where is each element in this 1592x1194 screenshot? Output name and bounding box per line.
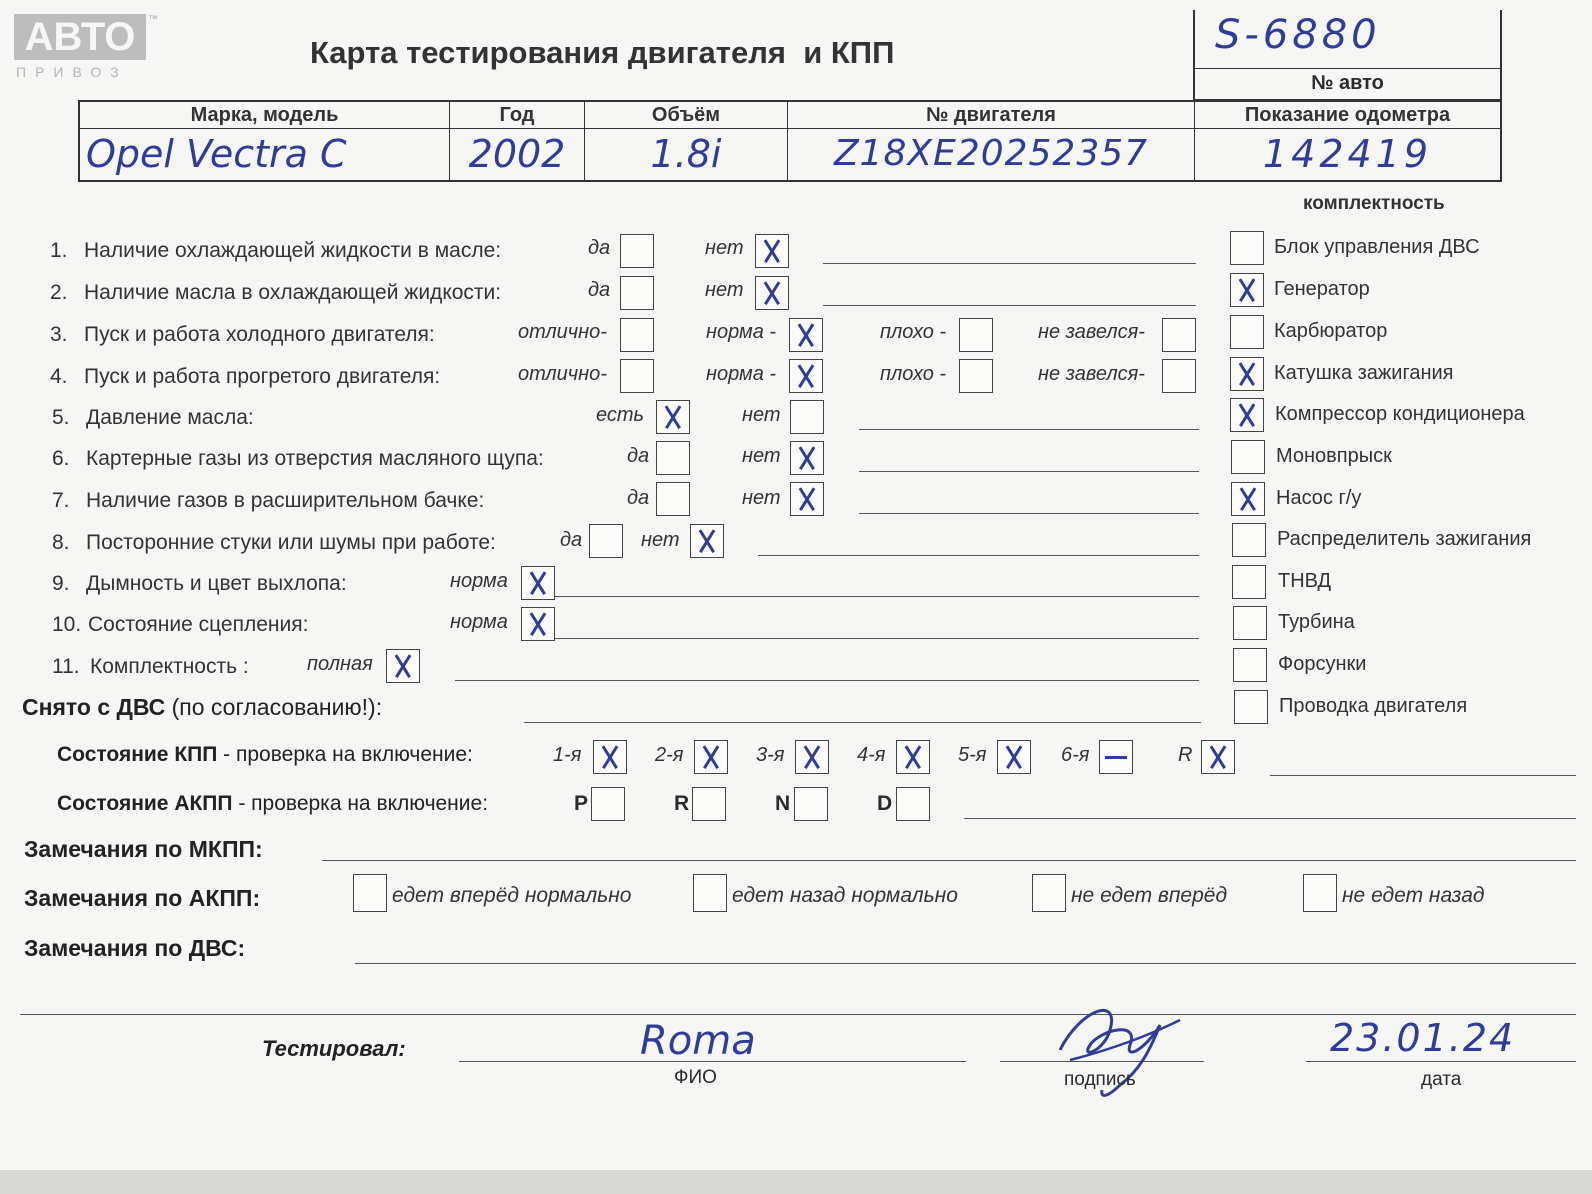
removed-line	[524, 722, 1201, 723]
gear-label: 1-я	[553, 744, 582, 766]
name-caption: ФИО	[674, 1067, 717, 1088]
signature-image	[1050, 990, 1190, 1110]
checkbox[interactable]	[620, 276, 654, 310]
checkbox[interactable]	[1162, 359, 1196, 393]
item-number: 11.	[52, 655, 80, 678]
removed-from-engine	[22, 694, 382, 721]
akpp-remark-checkbox[interactable]	[1303, 874, 1337, 912]
remarks-dvs-line-2	[20, 1014, 1576, 1015]
remarks-dvs-label: Замечания по ДВС:	[24, 935, 246, 961]
checkbox-checked[interactable]	[790, 441, 824, 475]
checkbox[interactable]	[620, 318, 654, 352]
option-label: полная	[307, 653, 373, 675]
signature-caption: подпись	[1064, 1069, 1136, 1090]
item-label: Состояние сцепления:	[88, 613, 309, 636]
option-label: плохо -	[880, 321, 947, 343]
completeness-item-label: Проводка двигателя	[1279, 695, 1468, 717]
akpp-mode-label: N	[775, 792, 791, 815]
item-label: Наличие газов в расширительном бачке:	[86, 489, 485, 512]
item-label: Комплектность :	[90, 655, 249, 678]
item-number: 1.	[50, 239, 68, 262]
gear-checkbox[interactable]	[997, 740, 1031, 774]
checkbox[interactable]	[790, 400, 824, 434]
kpp-suffix: - проверка на включение:	[217, 743, 473, 766]
completeness-checkbox-checked[interactable]	[1230, 398, 1264, 432]
akpp-mode-label: R	[674, 792, 690, 815]
remarks-mkpp-label: Замечания по МКПП:	[24, 836, 263, 862]
gear-checkbox[interactable]	[593, 740, 627, 774]
item-label: Пуск и работа холодного двигателя:	[84, 323, 435, 346]
checkbox-checked[interactable]	[521, 566, 555, 600]
akpp-remark-checkbox[interactable]	[1032, 874, 1066, 912]
logo	[14, 14, 158, 84]
remark-line	[859, 429, 1199, 430]
tested-by-label: Тестировал:	[262, 1036, 406, 1061]
logo-sub: ПРИВОЗ	[16, 64, 128, 80]
option-label: нет	[641, 529, 680, 551]
remark-line	[555, 638, 1199, 639]
item-label: Картерные газы из отверстия масляного щупа:	[86, 447, 544, 470]
header-value-model: Opel Vectra C	[86, 132, 347, 176]
checkbox-checked[interactable]	[790, 482, 824, 516]
option-label: отлично-	[518, 321, 607, 343]
header-cell-engine-number	[788, 102, 1195, 180]
gear-checkbox[interactable]	[896, 740, 930, 774]
gear-checkbox-dash[interactable]	[1099, 740, 1133, 774]
header-label-year: Год	[450, 102, 584, 129]
completeness-checkbox[interactable]	[1231, 440, 1265, 474]
scan-bottom-edge	[0, 1170, 1592, 1194]
removed-note: (по согласованию!):	[171, 694, 383, 720]
remark-line	[758, 555, 1199, 556]
completeness-item-label: Распределитель зажигания	[1277, 528, 1532, 550]
checkbox-checked[interactable]	[386, 649, 420, 683]
checkbox-checked[interactable]	[656, 400, 690, 434]
akpp-mode-label: P	[574, 792, 589, 815]
removed-label: Снято с ДВС	[22, 694, 166, 720]
akpp-row	[57, 792, 488, 816]
option-label: да	[588, 237, 611, 259]
remarks-dvs-line	[355, 963, 1576, 964]
option-label: норма -	[706, 363, 777, 385]
checkbox-checked[interactable]	[755, 234, 789, 268]
completeness-item-label: Карбюратор	[1274, 320, 1388, 342]
completeness-checkbox-checked[interactable]	[1230, 357, 1264, 391]
kpp-row	[57, 743, 473, 767]
item-number: 3.	[50, 323, 68, 346]
item-label: Пуск и работа прогретого двигателя:	[84, 365, 441, 388]
option-label: не завелся-	[1038, 363, 1145, 385]
akpp-suffix: - проверка на включение:	[232, 792, 489, 815]
completeness-checkbox[interactable]	[1232, 565, 1266, 599]
gear-checkbox[interactable]	[1201, 740, 1235, 774]
header-value-engine-number: Z18XE20252357	[833, 133, 1149, 174]
item-number: 9.	[52, 572, 70, 595]
item-number: 2.	[50, 281, 68, 304]
header-label-odometer: Показание одометра	[1195, 102, 1500, 129]
item-number: 7.	[52, 489, 70, 512]
header-cell-year	[450, 102, 585, 180]
completeness-checkbox[interactable]	[1233, 606, 1267, 640]
gear-checkbox[interactable]	[795, 740, 829, 774]
option-label: не завелся-	[1038, 321, 1145, 343]
item-number: 4.	[50, 365, 68, 388]
checkbox[interactable]	[620, 359, 654, 393]
gear-checkbox[interactable]	[694, 740, 728, 774]
akpp-remark-label: не едет вперёд	[1071, 884, 1228, 907]
header-value-year: 2002	[468, 132, 566, 176]
checkbox-checked[interactable]	[521, 607, 555, 641]
akpp-mode-checkbox[interactable]	[591, 787, 625, 821]
option-label: нет	[742, 487, 781, 509]
completeness-item-label: Блок управления ДВС	[1274, 236, 1480, 258]
item-label: Наличие масла в охлаждающей жидкости:	[84, 281, 502, 304]
completeness-item-label: Форсунки	[1278, 653, 1367, 675]
checkbox[interactable]	[656, 441, 690, 475]
header-label-engine-number: № двигателя	[788, 102, 1194, 129]
item-label: Посторонние стуки или шумы при работе:	[86, 531, 496, 554]
completeness-checkbox-checked[interactable]	[1231, 482, 1265, 516]
option-label: плохо -	[880, 363, 947, 385]
header-label-volume: Объём	[585, 102, 787, 129]
item-number: 5.	[52, 406, 70, 429]
gear-label: R	[1178, 744, 1193, 766]
checkbox-checked[interactable]	[789, 359, 823, 393]
item-label: Наличие охлаждающей жидкости в масле:	[84, 239, 502, 262]
akpp-remark-checkbox[interactable]	[693, 874, 727, 912]
test-date: 23.01.24	[1330, 1016, 1516, 1060]
checkbox[interactable]	[620, 234, 654, 268]
gear-label: 5-я	[958, 744, 987, 766]
option-label: да	[588, 279, 611, 301]
auto-number-label: № авто	[1311, 72, 1384, 94]
auto-number-box	[1193, 10, 1502, 100]
completeness-checkbox[interactable]	[1232, 523, 1266, 557]
completeness-checkbox[interactable]	[1233, 648, 1267, 682]
akpp-remark-label: едет назад нормально	[732, 884, 958, 907]
option-label: норма -	[706, 321, 777, 343]
header-cell-volume	[585, 102, 788, 180]
tester-name: Roma	[640, 1018, 756, 1064]
logo-main: АВТО	[14, 14, 146, 60]
item-label: Давление масла:	[86, 406, 254, 429]
item-number: 8.	[52, 531, 70, 554]
option-label: нет	[705, 237, 744, 259]
option-label: есть	[596, 404, 645, 426]
remark-line	[823, 263, 1196, 264]
remark-line	[859, 471, 1199, 472]
remarks-akpp-label: Замечания по АКПП:	[24, 885, 261, 911]
completeness-title: комплектность	[1303, 193, 1445, 214]
option-label: нет	[705, 279, 744, 301]
akpp-remark-label: едет вперёд нормально	[392, 884, 632, 907]
option-label: нет	[742, 445, 781, 467]
checkbox[interactable]	[959, 318, 993, 352]
completeness-item-label: Моновпрыск	[1276, 445, 1392, 467]
completeness-checkbox-checked[interactable]	[1230, 273, 1264, 307]
akpp-mode-label: D	[877, 792, 893, 815]
header-cell-model	[80, 102, 450, 180]
akpp-label: Состояние АКПП	[57, 792, 233, 815]
akpp-line	[964, 818, 1576, 819]
page-title: Карта тестирования двигателя и КПП	[310, 35, 895, 70]
gear-label: 3-я	[756, 744, 785, 766]
kpp-line	[1270, 775, 1576, 776]
item-number: 6.	[52, 447, 70, 470]
item-number: 10.	[52, 613, 82, 636]
header-value-odometer: 142419	[1262, 132, 1433, 176]
option-label: нет	[742, 404, 781, 426]
remark-line	[823, 305, 1196, 306]
completeness-checkbox[interactable]	[1234, 690, 1268, 724]
remark-line	[555, 596, 1199, 597]
option-label: норма	[450, 570, 508, 592]
completeness-item-label: Насос г/у	[1276, 487, 1362, 509]
completeness-item-label: Турбина	[1278, 611, 1355, 633]
akpp-mode-checkbox[interactable]	[794, 787, 828, 821]
remark-line	[859, 513, 1199, 514]
akpp-remark-checkbox[interactable]	[353, 874, 387, 912]
date-line	[1306, 1061, 1576, 1062]
checkbox[interactable]	[959, 359, 993, 393]
completeness-item-label: Компрессор кондиционера	[1275, 403, 1525, 425]
checkbox-checked[interactable]	[690, 524, 724, 558]
checkbox-checked[interactable]	[755, 276, 789, 310]
option-label: отлично-	[518, 363, 607, 385]
gear-label: 6-я	[1061, 744, 1090, 766]
gear-label: 2-я	[655, 744, 684, 766]
date-caption: дата	[1421, 1069, 1462, 1090]
akpp-remark-label: не едет назад	[1342, 884, 1485, 907]
completeness-checkbox[interactable]	[1230, 231, 1264, 265]
auto-number-value: S-6880	[1215, 12, 1381, 58]
checkbox[interactable]	[1162, 318, 1196, 352]
option-label: да	[627, 445, 650, 467]
completeness-checkbox[interactable]	[1230, 315, 1264, 349]
item-label: Дымность и цвет выхлопа:	[86, 572, 347, 595]
kpp-label: Состояние КПП	[57, 743, 218, 766]
vehicle-header-table	[78, 100, 1502, 182]
option-label: да	[560, 529, 583, 551]
header-cell-odometer	[1195, 102, 1500, 180]
completeness-item-label: Генератор	[1274, 278, 1370, 300]
logo-tm: ™	[148, 14, 158, 25]
name-line	[459, 1061, 966, 1062]
header-value-volume: 1.8i	[650, 132, 722, 176]
checkbox-checked[interactable]	[789, 318, 823, 352]
option-label: да	[627, 487, 650, 509]
header-label-model: Марка, модель	[80, 102, 449, 129]
remarks-mkpp-line	[322, 860, 1576, 861]
auto-number-label-divider	[1195, 68, 1500, 69]
completeness-item-label: ТНВД	[1278, 570, 1332, 592]
akpp-mode-checkbox[interactable]	[896, 787, 930, 821]
remark-line	[455, 680, 1199, 681]
gear-label: 4-я	[857, 744, 886, 766]
checkbox[interactable]	[656, 482, 690, 516]
completeness-item-label: Катушка зажигания	[1274, 362, 1454, 384]
akpp-mode-checkbox[interactable]	[692, 787, 726, 821]
option-label: норма	[450, 611, 508, 633]
checkbox[interactable]	[589, 524, 623, 558]
